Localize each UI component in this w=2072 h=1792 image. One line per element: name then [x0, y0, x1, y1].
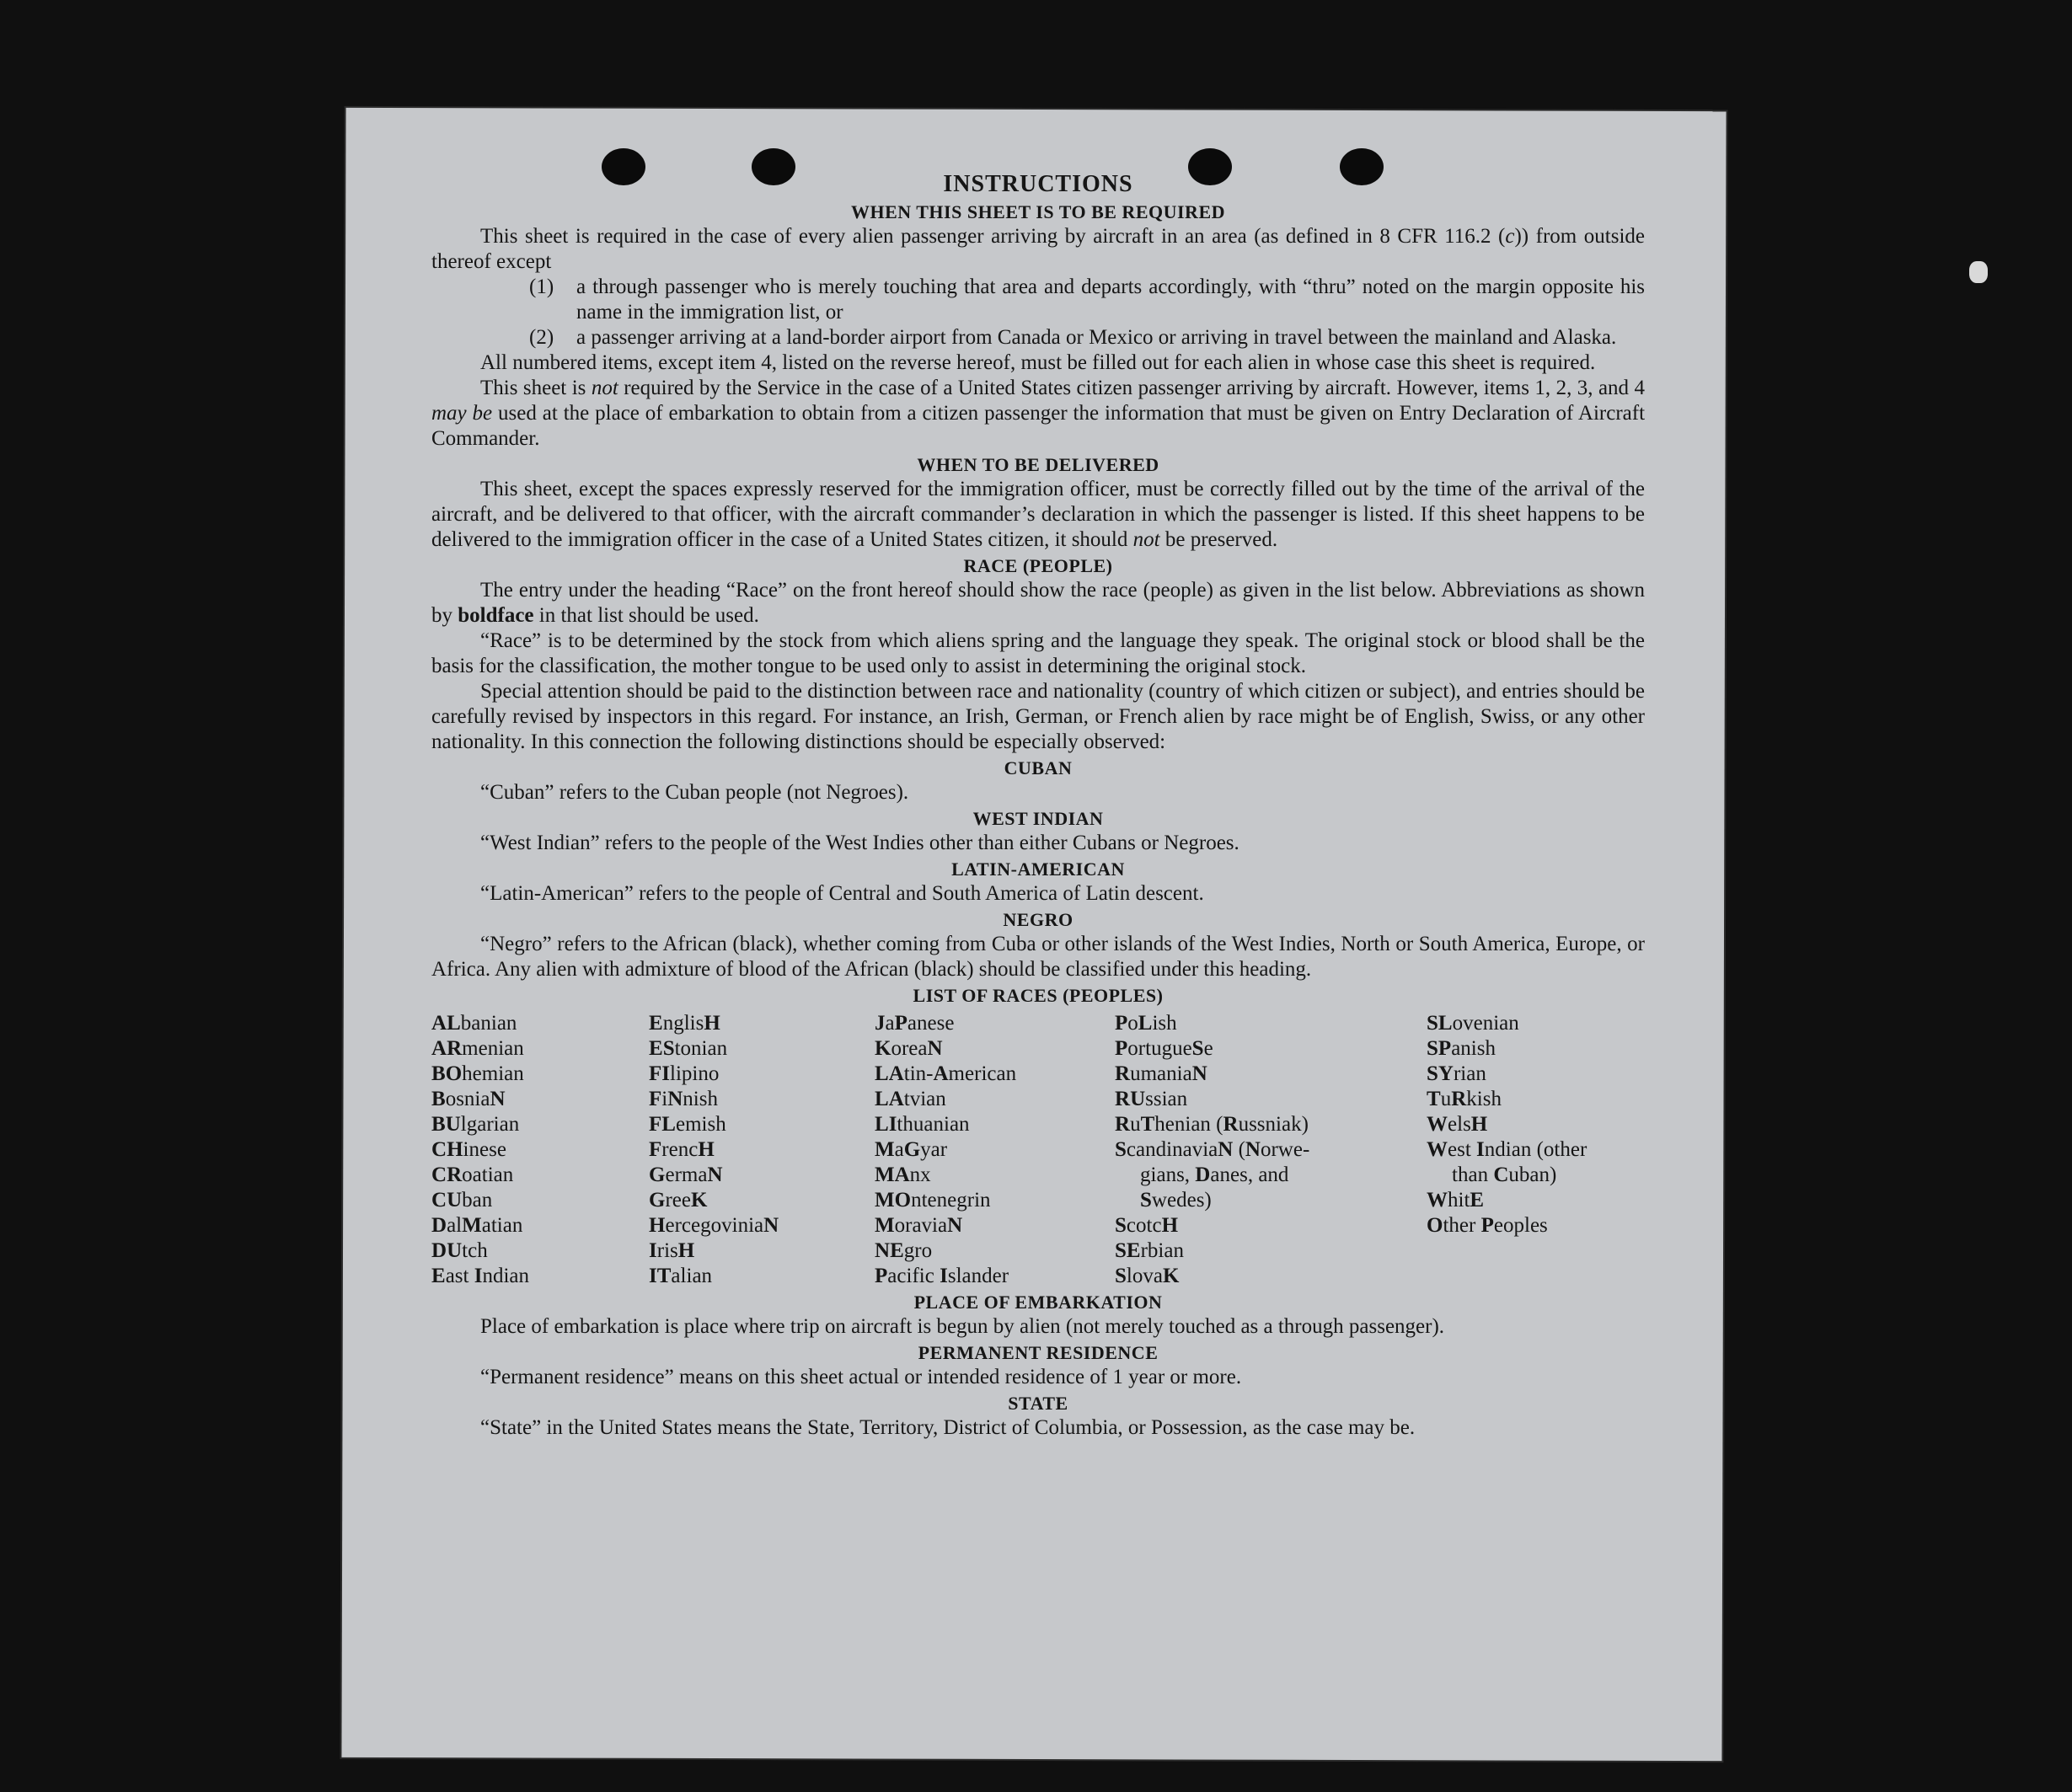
section-heading-required: WHEN THIS SHEET IS TO BE REQUIRED [850, 201, 1226, 222]
race-entry: ScandinaviaN (Norwe- [1115, 1138, 1310, 1161]
scan-artifact [1969, 261, 1988, 283]
race-entry: BUlgarian [431, 1113, 520, 1136]
paragraph: This sheet is not required by the Service in the case of a United States citizen passenger arriving by aircraft. However, items 1, 2, 3, and 4 may be used at the place of embarkation to obtain from a citizen passenger the information that must be given on Entry Declaration of Aircraft Commander. [431, 377, 1646, 450]
section-heading-embarkation: PLACE OF EMBARKATION [913, 1292, 1163, 1313]
race-entry: RUssian [1115, 1088, 1188, 1110]
section-heading-residence: PERMANENT RESIDENCE [918, 1342, 1159, 1363]
race-entry: MaGyar [875, 1138, 948, 1161]
section-heading-west-indian: WEST INDIAN [972, 808, 1104, 829]
race-entry: IrisH [649, 1239, 695, 1262]
paragraph: “State” in the United States means the State, Territory, District of Columbia, or Possession, as the case may be. [480, 1416, 1416, 1439]
race-entry: PoLish [1115, 1012, 1177, 1035]
instructions-content [431, 169, 1645, 1441]
race-entry: JaPanese [875, 1012, 955, 1035]
section-heading-list-of-races: LIST OF RACES (PEOPLES) [913, 985, 1164, 1006]
paragraph: “Race” is to be determined by the stock from which aliens spring and the language they speak. The original stock or blood shall be the basis for the classification, the mother tongue to be used only to assist in determining the original stock. [431, 629, 1645, 677]
list-item: (2) a passenger arriving at a land-border airport from Canada or Mexico or arriving in travel between the mainland and Alaska. [529, 326, 1617, 349]
race-entry: FLemish [649, 1113, 726, 1136]
paragraph: “West Indian” refers to the people of the West Indies other than either Cubans or Negroes. [480, 832, 1239, 854]
race-entry: FiNnish [649, 1088, 718, 1110]
race-entry: Pacific Islander [875, 1265, 1009, 1287]
race-entry: gians, Danes, and [1140, 1163, 1289, 1186]
list-item: (1) a through passenger who is merely touching that area and departs accordingly, with “thru” noted on the margin opposite his name in the immigration list, or [529, 275, 1645, 324]
race-entry: SErbian [1115, 1239, 1184, 1262]
race-entry: EnglisH [649, 1012, 720, 1035]
race-entry: FrencH [649, 1138, 715, 1161]
race-entry: ITalian [649, 1265, 713, 1287]
race-entry: BosniaN [431, 1088, 506, 1110]
section-heading-latin-american: LATIN-AMERICAN [951, 859, 1125, 880]
race-entry: TuRkish [1427, 1088, 1502, 1110]
paragraph: Place of embarkation is place where trip on aircraft is begun by alien (not merely touched as a through passenger). [480, 1315, 1445, 1338]
paragraph: “Latin-American” refers to the people of Central and South America of Latin descent. [480, 882, 1204, 905]
paragraph: Special attention should be paid to the distinction between race and nationality (country of which citizen or subject), and entries should be carefully revised by inspectors in this regard. For instance, an Irish, German, or French alien by race might be of English, Swiss, or any other nationality. In this connection the following distinctions should be especially observed: [431, 680, 1645, 753]
race-entry: RumaniaN [1115, 1062, 1207, 1085]
race-entry: ALbanian [431, 1012, 517, 1035]
race-entry: SPanish [1427, 1037, 1496, 1060]
race-entry: LAtin-American [875, 1062, 1017, 1085]
race-entry: East Indian [431, 1265, 530, 1287]
race-entry: MAnx [875, 1163, 931, 1186]
section-heading-race: RACE (PEOPLE) [963, 555, 1113, 576]
race-entry: BOhemian [431, 1062, 524, 1085]
races-column-1 [431, 1011, 649, 1289]
race-entry: LIthuanian [875, 1113, 970, 1136]
race-entry: ARmenian [431, 1037, 524, 1060]
race-entry: WelsH [1427, 1113, 1488, 1136]
paragraph: This sheet, except the spaces expressly reserved for the immigration officer, must be correctly filled out by the time of the arrival of the aircraft, and be delivered to that officer, with the aircraft commander’s declaration in which the passenger is listed. If this sheet happens to be delivered to the immigration officer in the case of a United States citizen, it should not be preserved. [431, 478, 1645, 551]
race-entry: FIlipino [649, 1062, 720, 1085]
race-entry: RuThenian (Russniak) [1115, 1113, 1309, 1136]
race-entry: DUtch [431, 1239, 488, 1262]
race-entry: PortugueSe [1115, 1037, 1213, 1060]
race-entry: CUban [431, 1189, 493, 1212]
race-entry: KoreaN [875, 1037, 943, 1060]
page-title: INSTRUCTIONS [943, 171, 1133, 197]
paragraph: This sheet is required in the case of every alien passenger arriving by aircraft in an area (as defined in 8 CFR 116.2 (c)) from outside thereof except [431, 225, 1645, 273]
race-entry: MoraviaN [875, 1214, 963, 1237]
race-entry: Swedes) [1140, 1189, 1212, 1212]
races-column-2 [649, 1011, 875, 1289]
race-entry: GermaN [649, 1163, 723, 1186]
races-column-3 [875, 1011, 1115, 1289]
paragraph: The entry under the heading “Race” on the front hereof should show the race (people) as given in the list below. Abbreviations as shown by boldface in that list should be used. [431, 579, 1645, 627]
races-list [431, 1011, 1645, 1289]
section-heading-state: STATE [1008, 1393, 1068, 1414]
race-entry: West Indian (other [1427, 1138, 1587, 1161]
races-column-5 [1427, 1011, 1645, 1289]
section-heading-delivered: WHEN TO BE DELIVERED [917, 454, 1159, 475]
race-entry: SYrian [1427, 1062, 1486, 1085]
race-entry: MOntenegrin [875, 1189, 991, 1212]
race-entry: CRoatian [431, 1163, 514, 1186]
race-entry: CHinese [431, 1138, 506, 1161]
paragraph: All numbered items, except item 4, listed on the reverse hereof, must be filled out for each alien in whose case this sheet is required. [480, 351, 1596, 374]
race-entry: GreeK [649, 1189, 708, 1212]
race-entry: NEgro [875, 1239, 933, 1262]
race-entry: HercegoviniaN [649, 1214, 779, 1237]
race-entry: Other Peoples [1427, 1214, 1548, 1237]
section-heading-cuban: CUBAN [1004, 757, 1073, 778]
races-column-4 [1115, 1011, 1427, 1289]
race-entry: LAtvian [875, 1088, 946, 1110]
race-entry: ScotcH [1115, 1214, 1179, 1237]
race-entry: WhitE [1427, 1189, 1485, 1212]
race-entry: than Cuban) [1452, 1163, 1557, 1186]
race-entry: SLovenian [1427, 1012, 1519, 1035]
race-entry: SlovaK [1115, 1265, 1180, 1287]
paragraph: “Negro” refers to the African (black), whether coming from Cuba or other islands of the West Indies, North or South America, Europe, or Africa. Any alien with admixture of blood of the African (black) should be classified under this heading. [431, 933, 1645, 981]
race-entry: EStonian [649, 1037, 728, 1060]
paragraph: “Permanent residence” means on this sheet actual or intended residence of 1 year or more. [480, 1366, 1242, 1388]
paragraph: “Cuban” refers to the Cuban people (not Negroes). [480, 781, 909, 804]
race-entry: DalMatian [431, 1214, 523, 1237]
section-heading-negro: NEGRO [1003, 909, 1073, 930]
